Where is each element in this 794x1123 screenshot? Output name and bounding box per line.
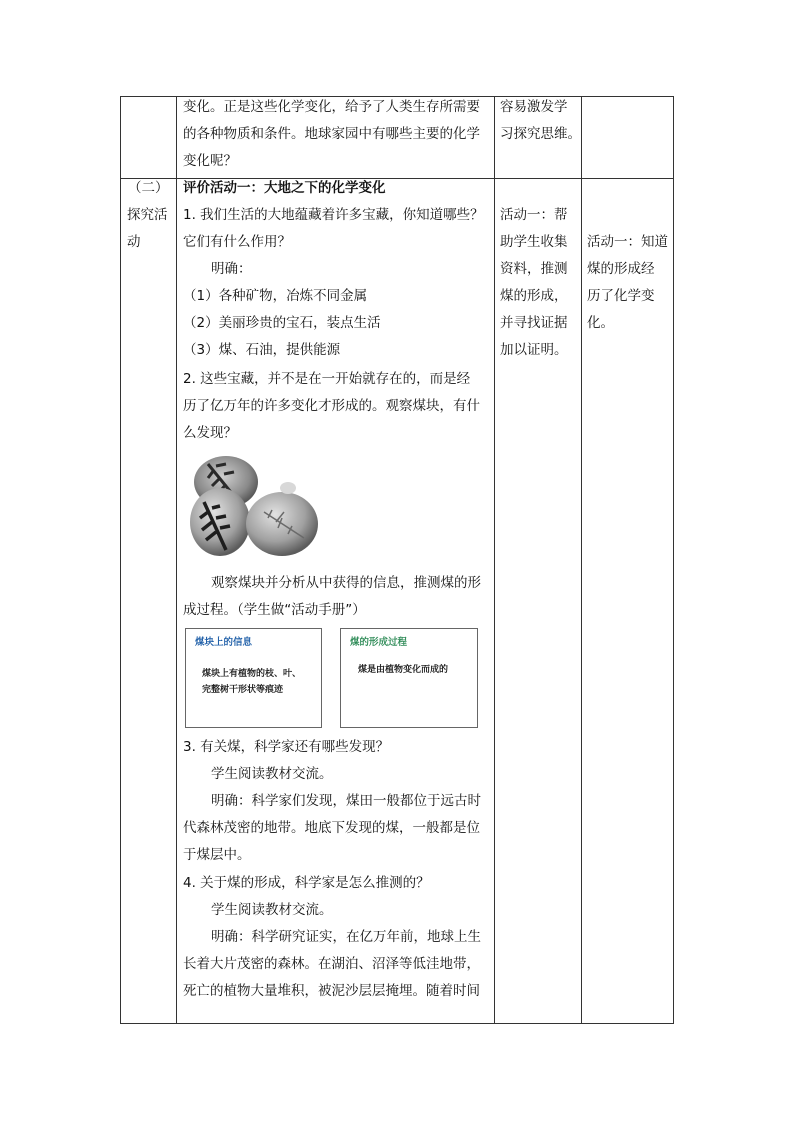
answer-3: 明确：科学家们发现，煤田一般都位于远古时 [211,793,481,809]
answer-3: 代森林茂密的地带。地底下发现的煤，一般都是位 [183,820,480,836]
coal-formation-title: 煤的形成过程 [350,637,408,648]
question-4: 4. 关于煤的形成，科学家是怎么推测的？ [183,875,430,891]
intent-line: 资料，推测 [500,261,568,277]
read-instruction: 学生阅读教材交流。 [211,902,333,918]
answer-item: （3）煤、石油，提供能源 [183,342,341,358]
goal-line: 煤的形成经 [587,261,655,277]
intent-line: 助学生收集 [500,234,568,250]
question-2: 历了亿万年的许多变化才形成的。观察煤块，有什 [183,398,480,414]
top-content-line: 变化呢？ [183,153,237,169]
question-1: 它们有什么作用？ [183,234,291,250]
stage-label: 动 [127,234,141,250]
goal-line: 活动一：知道 [587,234,668,250]
coal-formation-box [340,628,478,728]
top-content-line: 的各种物质和条件。地球家园中有哪些主要的化学 [183,126,480,142]
coal-info-title: 煤块上的信息 [195,637,253,648]
question-2: 2. 这些宝藏，并不是在一开始就存在的，而是经 [183,371,471,387]
goal-line: 历了化学变 [587,288,655,304]
col-border-1 [176,96,177,1024]
coal-fossil-photo [186,452,320,560]
question-1: 1. 我们生活的大地蕴藏着许多宝藏，你知道哪些？ [183,207,484,223]
answer-item: （2）美丽珍贵的宝石，装点生活 [183,315,381,331]
answer-4: 长着大片茂密的森林。在湖泊、沼泽等低洼地带， [183,956,480,972]
question-3: 3. 有关煤，科学家还有哪些发现？ [183,739,390,755]
coal-info-text: 完整树干形状等痕迹 [202,685,284,695]
top-intent-line: 容易激发学 [500,99,568,115]
read-instruction: 学生阅读教材交流。 [211,766,333,782]
intent-line: 活动一：帮 [500,207,568,223]
coal-info-text: 煤块上有植物的枝、叶、 [202,669,302,679]
coal-info-box [185,628,322,728]
answer-label: 明确： [211,261,252,277]
question-2: 么发现？ [183,425,237,441]
answer-3: 于煤层中。 [183,847,251,863]
stage-label: 探究活 [127,207,168,223]
observe-instruction: 成过程。（学生做“活动手册”） [183,602,366,618]
goal-line: 化。 [587,315,614,331]
top-content-line: 变化。正是这些化学变化，给予了人类生存所需要 [183,99,480,115]
intent-line: 煤的形成， [500,288,568,304]
answer-4: 明确：科学研究证实，在亿万年前，地球上生 [211,929,481,945]
activity-title: 评价活动一：大地之下的化学变化 [183,180,386,196]
top-intent-line: 习探究思维。 [500,126,581,142]
intent-line: 并寻找证据 [500,315,568,331]
answer-4: 死亡的植物大量堆积，被泥沙层层掩埋。随着时间 [183,983,480,999]
col-border-left [120,96,121,1024]
stage-label: （二） [128,180,169,196]
table-bottom-border [120,1023,674,1024]
coal-formation-text: 煤是由植物变化而成的 [358,665,449,675]
col-border-3 [581,96,582,1024]
col-border-2 [494,96,495,1024]
answer-item: （1）各种矿物，冶炼不同金属 [183,288,368,304]
intent-line: 加以证明。 [500,342,568,358]
col-border-right [673,96,674,1024]
observe-instruction: 观察煤块并分析从中获得的信息，推测煤的形 [211,575,481,591]
